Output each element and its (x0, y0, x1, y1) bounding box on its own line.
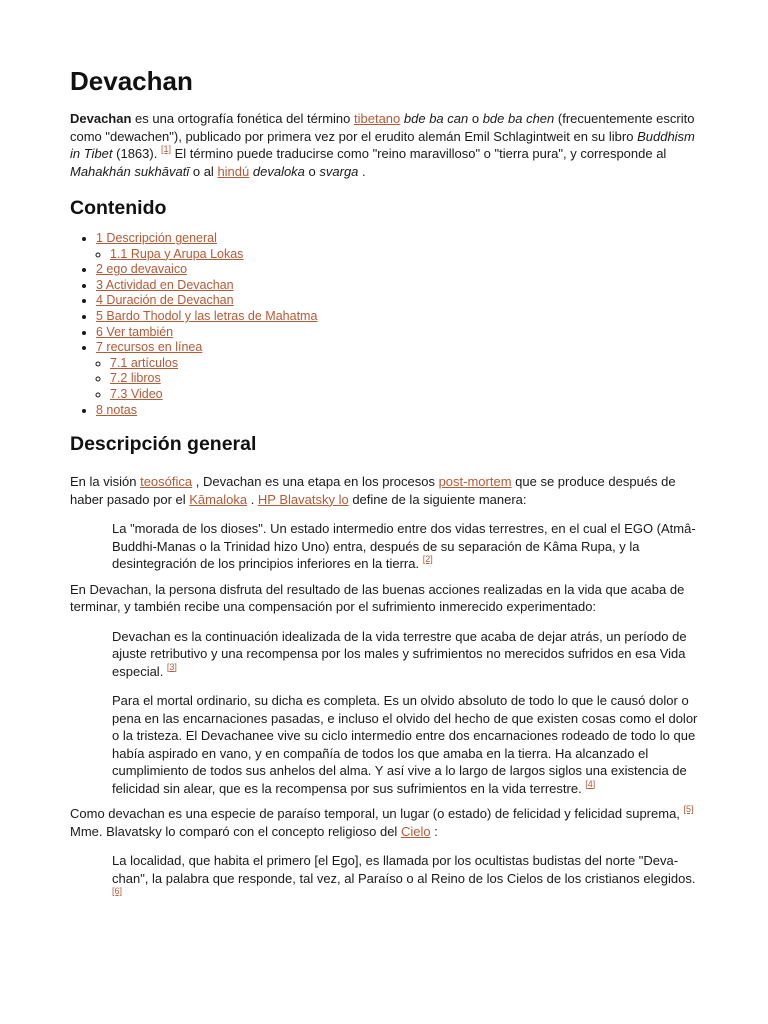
intro-text: es una ortografía fonética del término (131, 111, 354, 126)
para-text: define de la siguiente manera: (348, 491, 527, 507)
toc-item (96, 262, 708, 278)
paragraph-3 (70, 805, 708, 840)
para-text: , Devachan es una etapa en los procesos (192, 474, 439, 490)
link-hindu[interactable]: hindú (217, 163, 250, 179)
quote-text: La localidad, que habita el primero [el Ego], es llamada por los ocultistas budistas del norte "Deva-chan", la palabra que responde, tal vez, al Paraíso o al Reino de los Cielos de los cristianos elegidos. (112, 853, 696, 886)
table-of-contents (70, 231, 708, 418)
intro-text: o (304, 163, 320, 179)
para-text: . (247, 491, 258, 507)
ref-link-2[interactable]: [2] (422, 554, 433, 565)
blockquote-4 (112, 852, 708, 905)
blockquote-1 (112, 520, 708, 573)
toc-item (110, 387, 708, 403)
intro-italic-term: devaloka (252, 163, 305, 179)
intro-bold-term: Devachan (70, 111, 132, 126)
ref-link-4[interactable]: [4] (585, 778, 596, 789)
toc-item (110, 247, 708, 263)
link-kamaloka[interactable]: Kāmaloka (189, 491, 248, 507)
contents-heading: Contenido (70, 197, 167, 219)
quote-text: La "morada de los dioses". Un estado intermedio entre dos vidas terrestres, en el cual el EGO (Atmâ-Buddhi-Manas o la Trinidad hizo Uno) entra, después de su separación de Kâma Rupa, y la desintegración de los principios inferiores en la tierra. (112, 521, 696, 572)
toc-item (96, 293, 708, 309)
para-text: que se produce después de haber pasado por el (70, 474, 676, 507)
para-text: Mme. Blavatsky lo comparó con el concepto religioso del (70, 823, 401, 839)
page-title: Devachan (70, 66, 193, 96)
ref-link-5[interactable]: [5] (683, 804, 694, 815)
intro-italic-term: bde ba can (403, 111, 469, 126)
toc-link-4[interactable]: 4 Duración de Devachan (96, 293, 234, 308)
toc-item (96, 278, 708, 294)
toc-link-7-2[interactable]: 7.2 libros (110, 371, 161, 386)
para-text: : (430, 823, 438, 839)
blockquote-2 (112, 628, 708, 681)
ref-link-3[interactable]: [3] (166, 661, 177, 672)
intro-book-title: Buddhism in Tibet (70, 128, 695, 161)
paragraph-2: En Devachan, la persona disfruta del resultado de las buenas acciones realizadas en la vida que acaba de terminar, y también recibe una compensación por el sufrimiento inmerecido experimentado: (70, 581, 685, 615)
link-cielo[interactable]: Cielo (400, 823, 431, 839)
quote-text: Devachan es la continuación idealizada de la vida terrestre que acaba de dejar atrás, un período de ajuste retributivo y una recompensa por los males y sufrimientos no merecidos sufridos en esa Vida especial. (112, 628, 687, 679)
toc-link-7-1[interactable]: 7.1 artículos (110, 355, 179, 370)
ref-link-6[interactable]: [6] (112, 886, 123, 897)
intro-text: (1863). (112, 146, 161, 161)
ref-link-1[interactable]: [1] (160, 144, 171, 154)
toc-link-7[interactable]: 7 recursos en línea (96, 340, 203, 355)
toc-item (96, 325, 708, 341)
link-tibetano[interactable]: tibetano (354, 111, 401, 126)
intro-text: o (468, 111, 483, 126)
intro-paragraph (70, 110, 708, 180)
toc-link-7-3[interactable]: 7.3 Video (110, 386, 163, 401)
toc-item (96, 340, 708, 402)
intro-text: El término puede traducirse como "reino maravilloso" o "tierra pura", y corresponde al (170, 146, 667, 161)
link-hp-blavatsky[interactable]: HP Blavatsky lo (257, 491, 349, 507)
intro-italic-term: bde ba chen (482, 111, 555, 126)
toc-item (110, 371, 708, 387)
intro-text: o al (189, 163, 218, 179)
toc-link-1[interactable]: 1 Descripción general (96, 231, 217, 245)
toc-link-5[interactable]: 5 Bardo Thodol y las letras de Mahatma (96, 308, 318, 323)
toc-item (96, 309, 708, 325)
toc-item (96, 403, 708, 419)
quote-text: Para el mortal ordinario, su dicha es completa. Es un olvido absoluto de todo lo que le causó dolor o pena en las encarnaciones pasadas, e incluso el olvido del hecho de que existen cosas como el dolor o la tristeza. El Devachanee vive su ciclo intermedio entre dos encarnaciones rodeado de todo lo que había aspirado en vano, y en compañía de todos los que amaba en la tierra. Ha alcanzado el cumplimiento de todos sus anhelos del alma. Y así vive a lo largo de largos siglos una existencia de felicidad sin alear, que es la recompensa por sus sufrimientos en la vida terrestre. (112, 693, 698, 796)
toc-link-8[interactable]: 8 notas (96, 402, 138, 417)
toc-item (110, 356, 708, 372)
blockquote-3 (112, 692, 708, 797)
toc-item (96, 231, 708, 262)
toc-link-2[interactable]: 2 ego devavaico (96, 262, 188, 277)
para-text: En la visión (70, 474, 141, 490)
toc-link-1-1[interactable]: 1.1 Rupa y Arupa Lokas (110, 246, 244, 261)
toc-link-6[interactable]: 6 Ver también (96, 324, 174, 339)
para-text: Como devachan es una especie de paraíso temporal, un lugar (o estado) de felicidad y felicidad suprema, (70, 806, 684, 822)
intro-text: . (358, 163, 366, 179)
link-teosofica[interactable]: teosófica (140, 474, 193, 490)
intro-italic-term: Mahakhán sukhāvatī (70, 163, 190, 179)
paragraph-1 (70, 473, 708, 508)
link-post-mortem[interactable]: post-mortem (438, 474, 512, 490)
intro-italic-term: svarga (319, 163, 359, 179)
toc-link-3[interactable]: 3 Actividad en Devachan (96, 277, 234, 292)
intro-text: (frecuentemente escrito como "dewachen"), publicado por primera vez por el erudito alemán Emil Schlagintweit en su libro (70, 111, 695, 144)
section-heading: Descripción general (70, 433, 257, 456)
